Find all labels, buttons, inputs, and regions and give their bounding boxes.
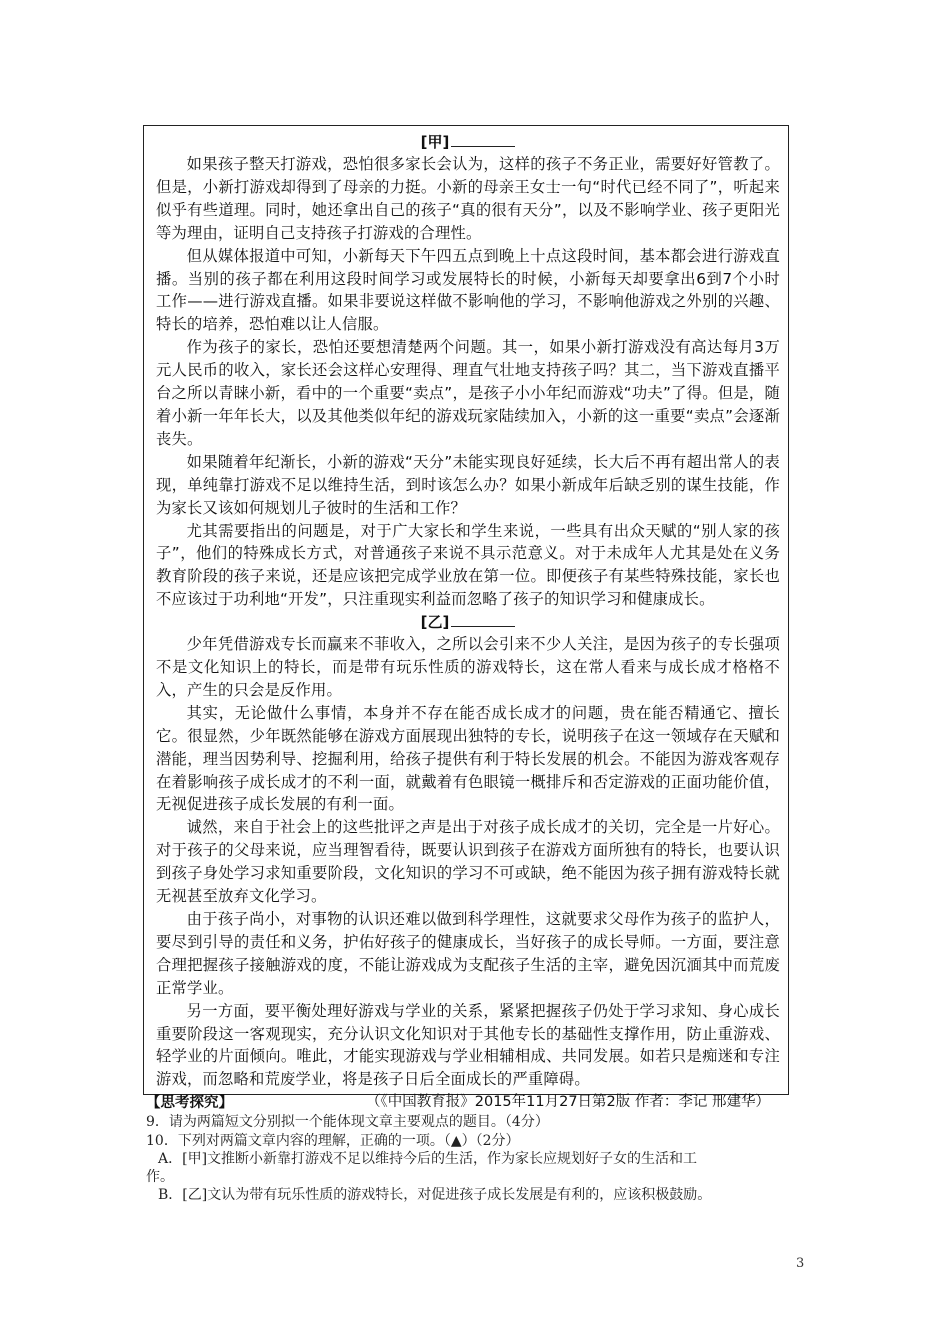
jia-heading: [156, 131, 780, 153]
option-a-line-1[interactable]: A．[甲]文推断小新靠打游戏不足以维持今后的生活，作为家长应规划好子女的生活和工: [158, 1151, 698, 1167]
option-b[interactable]: B．[乙]文认为带有玩乐性质的游戏特长，对促进孩子成长发展是有利的，应该积极鼓励。: [158, 1187, 712, 1203]
question-10: 10．下列对两篇文章内容的理解，正确的一项。（▲）（2分）: [146, 1133, 520, 1149]
section-label: 【思考探究】: [146, 1095, 233, 1111]
page-number: 3: [796, 1256, 805, 1271]
article-source: （《中国教育报》2015年11月27日第2版 作者：李记 邢建华）: [366, 1094, 770, 1111]
yi-heading: [156, 611, 780, 633]
jia-paragraph-5: 尤其需要指出的问题是，对于广大家长和学生来说，一些具有出众天赋的“别人家的孩子”，他们的特殊成长方式，对普通孩子来说不具示范意义。对于未成年人尤其是处在义务教育阶段的孩子来说，还是应该把完成学业放在第一位。即便孩子有某些特殊技能，家长也不应该过于功利地“开发”，只注重现实利益而忽略了孩子的知识学习和健康成长。: [156, 521, 780, 609]
yi-paragraph-5: 另一方面，要平衡处理好游戏与学业的关系，紧紧把握孩子仍处于学习求知、身心成长重要阶段这一客观现实，充分认识文化知识对于其他专长的基础性支撑作用，防止重游戏、轻学业的片面倾向。唯此，才能实现游戏与学业相辅相成、共同发展。如若只是痴迷和专注游戏，而忽略和荒废学业，将是孩子日后全面成长的严重障碍。: [156, 1001, 780, 1089]
yi-paragraph-4: 由于孩子尚小，对事物的认识还难以做到科学理性，这就要求父母作为孩子的监护人，要尽到引导的责任和义务，护佑好孩子的健康成长，当好孩子的成长导师。一方面，要注意合理把握孩子接触游戏的度，不能让游戏成为支配孩子生活的主宰，避免因沉湎其中而荒废正常学业。: [156, 910, 780, 997]
yi-label: [乙]: [420, 613, 450, 632]
jia-label: [甲]: [420, 133, 450, 151]
question-9: 9．请为两篇短文分别拟一个能体现文章主要观点的题目。（4分）: [146, 1114, 549, 1130]
jia-paragraph-1: 如果孩子整天打游戏，恐怕很多家长会认为，这样的孩子不务正业，需要好好管教了。但是，小新打游戏却得到了母亲的力挺。小新的母亲王女士一句“时代已经不同了”，听起来似乎有些道理。同时，她还拿出自己的孩子“真的很有天分”，以及不影响学业、孩子更阳光等为理由，证明自己支持孩子打游戏的合理性。: [156, 155, 780, 242]
yi-paragraph-3: 诚然，来自于社会上的这些批评之声是出于对孩子成长成才的关切，完全是一片好心。对于孩子的父母来说，应当理智看待，既要认识到孩子在游戏方面所独有的特长，也要认识到孩子身处学习求知重要阶段，文化知识的学习不可或缺，绝不能因为孩子拥有游戏特长就无视甚至放弃文化学习。: [156, 818, 780, 906]
yi-paragraph-2: 其实，无论做什么事情，本身并不存在能否成长成才的问题，贵在能否精通它、擅长它。很显然，少年既然能够在游戏方面展现出独特的专长，说明孩子在这一领域存在天赋和潜能，理当因势利导、挖掘利用，给孩子提供有利于特长发展的机会。不能因为游戏客观存在着影响孩子成长成才的不利一面，就戴着有色眼镜一概排斥和否定游戏的正面功能价值，无视促进孩子成长发展的有利一面。: [156, 703, 780, 814]
option-a-line-2: 作。: [146, 1169, 174, 1185]
jia-paragraph-3: 作为孩子的家长，恐怕还要想清楚两个问题。其一，如果小新打游戏没有高达每月3万元人民币的收入，家长还会这样心安理得、理直气壮地支持孩子吗？其二，当下游戏直播平台之所以青睐小新，看中的一个重要“卖点”，是孩子小小年纪而游戏“功夫”了得。但是，随着小新一年年长大，以及其他类似年纪的游戏玩家陆续加入，小新的这一重要“卖点”会逐渐丧失。: [156, 338, 780, 448]
jia-paragraph-4: 如果随着年纪渐长，小新的游戏“天分”未能实现良好延续，长大后不再有超出常人的表现，单纯靠打游戏不足以维持生活，到时该怎么办？如果小新成年后缺乏别的谋生技能，作为家长又该如何规划儿子彼时的生活和工作？: [156, 452, 780, 517]
yi-title-blank[interactable]: [451, 612, 515, 627]
jia-paragraph-2: 但从媒体报道中可知，小新每天下午四五点到晚上十点这段时间，基本都会进行游戏直播。当别的孩子都在利用这段时间学习或发展特长的时候，小新每天却要拿出6到7个小时工作——进行游戏直播。如果非要说这样做不影响他的学习，不影响他游戏之外别的兴趣、特长的培养，恐怕难以让人信服。: [156, 246, 780, 334]
yi-paragraph-1: 少年凭借游戏专长而赢来不菲收入，之所以会引来不少人关注，是因为孩子的专长强项不是文化知识上的特长，而是带有玩乐性质的游戏特长，这在常人看来与成长成才格格不入，产生的只会是反作用。: [156, 635, 780, 699]
jia-title-blank[interactable]: [451, 132, 515, 147]
